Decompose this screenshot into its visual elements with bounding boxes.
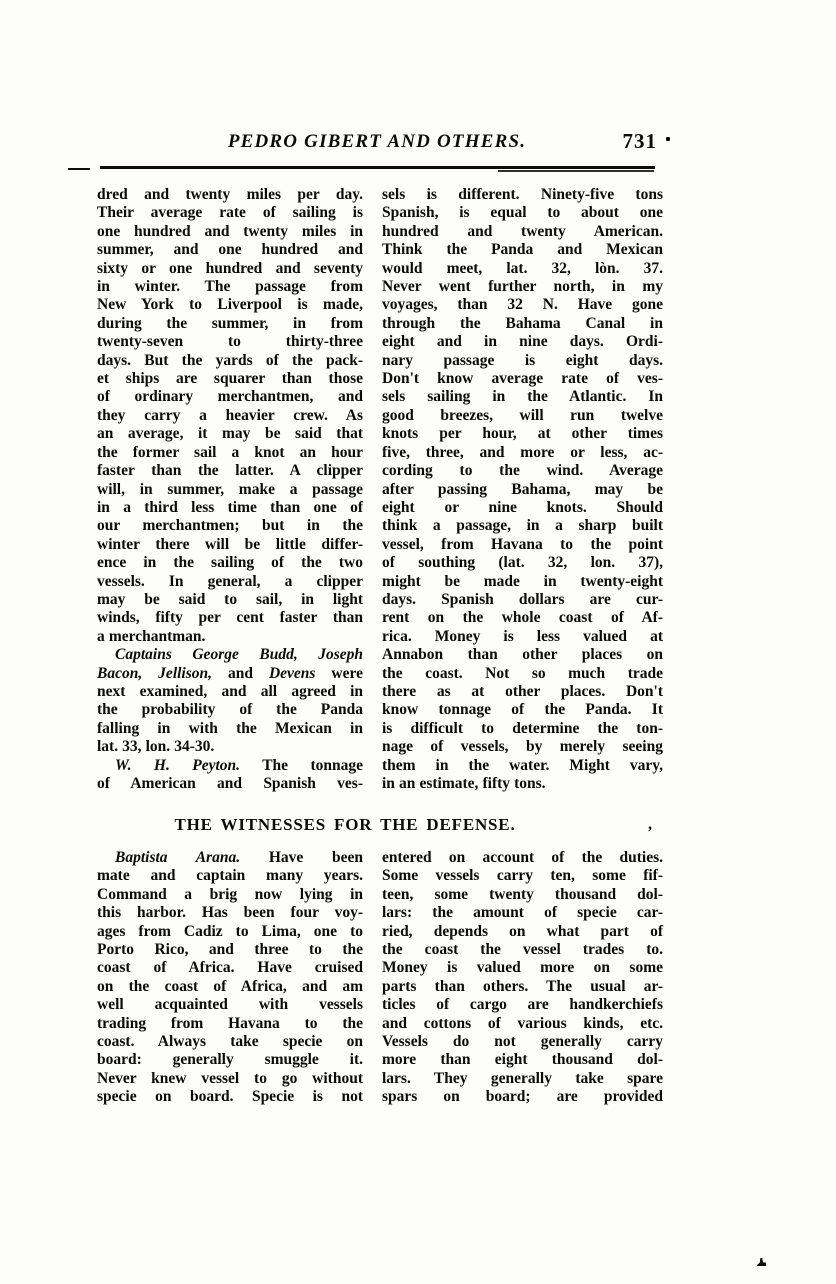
header-rule [100,166,655,169]
text-run: sels is different. Ninety-five tons [382,186,663,203]
text-run: one hundred and twenty miles in [97,222,363,240]
text-run: rent on the whole coast of Af- [382,609,663,627]
text-line [382,388,663,406]
text-run: during the summer, in from [97,314,363,332]
text-line [97,923,363,941]
text-run: New York to Liverpool is made, [97,296,363,314]
text-run: et ships are squarer than those [97,370,363,388]
text-run: nary passage is eight days. [382,351,663,369]
text-line [382,683,663,701]
text-line [97,573,363,591]
text-line [382,941,663,959]
text-run: after passing Bahama, may be [382,480,663,498]
text-line [97,554,363,572]
text-run: coast. Always take specie on [97,1033,363,1051]
text-run: Annabon than other places on [382,646,663,664]
text-run: vessel, from Havana to the point [382,535,663,553]
text-run: sels sailing in the Atlantic. In [382,388,663,406]
text-run: there as at other places. Don't [382,682,663,700]
text-line [382,499,663,517]
text-line [382,978,663,996]
text-run: eight and in nine days. Ordi- [382,333,663,351]
text-line [382,517,663,535]
header-rule-fragment [68,168,90,170]
text-run: lat. 33, lon. 34-30. [97,738,215,756]
text-run: ence in the sailing of the two [97,554,363,572]
text-run: faster than the latter. A clipper [97,462,363,480]
text-run: the coast. Not so much trade [382,664,663,682]
text-run: might be made in twenty-eight [382,572,663,590]
text-run: vessels. In general, a clipper [97,572,363,590]
text-run: Money is valued more on some [382,959,663,977]
text-line [97,241,363,259]
text-run: ages from Cadiz to Lima, one to [97,922,363,940]
text-run: them in the water. Might vary, [382,756,663,774]
text-run: Porto Rico, and three to the [97,941,363,959]
text-run: Never knew vessel to go without [97,1069,363,1087]
text-line [97,352,363,370]
text-run: twenty-seven to thirty-three [97,333,363,351]
text-run: on the coast of Africa, and am [97,977,363,995]
running-title: PEDRO GIBERT AND OTHERS. [227,131,527,152]
text-run: hundred and twenty American. [382,222,663,240]
text-run: through the Bahama Canal in [382,314,663,332]
text-run: were [315,664,363,682]
text-line [382,333,663,351]
text-line [382,444,663,462]
text-line [97,536,363,554]
text-run: Spanish, is equal to about one [382,204,663,222]
text-run: days. Spanish dollars are cur- [382,590,663,608]
text-run: would meet, lat. 32, lòn. 37. [382,259,663,277]
text-line [97,1015,363,1033]
italic-text-run: Devens [268,664,316,682]
left-column [97,849,363,1107]
text-line [97,388,363,406]
text-line [97,738,363,756]
text-run: lars. They generally take spare [382,1069,663,1087]
text-run: is difficult to determine the ton- [382,719,663,737]
text-line [97,499,363,517]
text-run: rica. Money is less valued at [382,627,663,645]
text-run: dred and twenty miles per day. [97,186,363,203]
text-line [97,315,363,333]
text-run: days. But the yards of the pack- [97,351,363,369]
text-line [382,278,663,296]
text-run: specie on board. Specie is not [97,1088,363,1106]
text-line [382,204,663,222]
text-line [97,683,363,701]
text-run: will, in summer, make a passage [97,480,363,498]
text-run: Think the Panda and Mexican [382,241,663,259]
text-run: sixty or one hundred and seventy [97,259,363,277]
text-line [97,370,363,388]
text-run: of southing (lat. 32, lon. 37), [382,554,663,572]
text-line [382,757,663,775]
text-run: in a third less time than one of [97,498,363,516]
text-run: good breezes, will run twelve [382,406,663,424]
text-line [97,223,363,241]
text-line [97,278,363,296]
text-run: nage of vessels, by merely seeing [382,738,663,756]
text-run: entered on account of the duties. [382,849,663,866]
text-line [97,886,363,904]
italic-text-run: Captains George Budd, Joseph [115,646,363,664]
italic-text-run: Baptista Arana. [115,849,241,866]
text-run: Don't know average rate of ves- [382,370,663,388]
italic-text-run: Bacon, Jellison, [97,664,213,682]
text-line [97,646,363,664]
text-line [97,609,363,627]
text-run: knots per hour, at other times [382,425,663,443]
text-run: Vessels do not generally carry [382,1033,663,1051]
text-line [97,517,363,535]
text-run: an average, it may be said that [97,425,363,443]
text-line [382,1070,663,1088]
text-line [382,665,663,683]
text-line [382,296,663,314]
text-line [97,720,363,738]
text-line [97,425,363,443]
text-run: spars on board; are provided [382,1088,663,1106]
text-line [382,996,663,1014]
text-line [382,701,663,719]
text-line [97,407,363,425]
text-line [382,425,663,443]
ink-speck-dot [666,137,670,141]
text-run: in winter. The passage from [97,278,363,296]
text-line [382,554,663,572]
text-line [382,223,663,241]
right-column [382,849,663,1107]
text-run: our merchantmen; but in the [97,517,363,535]
text-run: this harbor. Has been four voy- [97,904,363,922]
text-line [97,1051,363,1069]
text-line [382,241,663,259]
text-run: winter there will be little differ- [97,535,363,553]
left-column [97,186,363,793]
text-run: falling in with the Mexican in [97,719,363,737]
text-line [97,462,363,480]
text-run: the probability of the Panda [97,701,363,719]
text-run: may be said to sail, in light [97,590,363,608]
text-line [382,352,663,370]
text-line [97,1033,363,1051]
text-line [382,904,663,922]
text-line [382,260,663,278]
text-line [382,462,663,480]
text-line [97,757,363,775]
text-line [97,996,363,1014]
text-line [382,186,663,204]
text-run: winds, fifty per cent faster than [97,609,363,627]
text-line [97,701,363,719]
header-rule-double-strike [498,170,654,172]
text-line [382,849,663,867]
text-line [97,186,363,204]
text-line [382,775,663,793]
text-line [382,738,663,756]
text-run: next examined, and all agreed in [97,682,363,700]
text-run: board: generally smuggle it. [97,1051,363,1069]
text-run: parts than others. The usual ar- [382,977,663,995]
text-run: of American and Spanish ves- [97,775,363,792]
text-line [382,628,663,646]
text-line [97,1088,363,1106]
text-line [382,720,663,738]
text-run: cording to the wind. Average [382,462,663,480]
page-number: 731 [622,129,657,153]
text-line [382,591,663,609]
text-run: think a passage, in a sharp built [382,517,663,535]
text-line [97,941,363,959]
text-run: Never went further north, in my [382,278,663,296]
text-run: Some vessels carry ten, some fif- [382,867,663,885]
text-line [97,333,363,351]
text-line [97,204,363,222]
section-heading: THE WITNESSES FOR THE DEFENSE. [174,815,516,834]
text-run: in an estimate, fifty tons. [382,775,546,792]
text-run: Command a brig now lying in [97,885,363,903]
text-line [382,959,663,977]
text-line [97,904,363,922]
text-line [382,370,663,388]
text-run: lars: the amount of specie car- [382,904,663,922]
text-line [382,1033,663,1051]
right-column [382,186,663,793]
text-run: coast of Africa. Have cruised [97,959,363,977]
page-header [97,129,663,157]
text-run: summer, and one hundred and [97,241,363,259]
text-run: they carry a heavier crew. As [97,406,363,424]
ink-blot [757,1258,766,1266]
ink-speck-comma: , [648,816,652,833]
text-line [382,481,663,499]
text-run: a merchantman. [97,627,206,645]
text-run: Their average rate of sailing is [97,204,363,222]
text-line [97,444,363,462]
text-line [382,1088,663,1106]
text-run: ried, depends on what part of [382,922,663,940]
text-line [97,775,363,793]
text-line [97,260,363,278]
text-line [97,959,363,977]
text-run: and [212,664,269,682]
text-line [382,867,663,885]
text-run: know tonnage of the Panda. It [382,701,663,719]
text-line [382,1051,663,1069]
text-run: the coast the vessel trades to. [382,941,663,959]
text-line [97,296,363,314]
text-line [382,1015,663,1033]
text-line [382,315,663,333]
text-line [97,849,363,867]
text-run: voyages, than 32 N. Have gone [382,296,663,314]
text-run: and cottons of various kinds, etc. [382,1014,663,1032]
text-line [97,628,363,646]
text-line [97,481,363,499]
text-run: Have been [240,849,363,866]
text-line [382,646,663,664]
text-line [382,609,663,627]
text-line [97,591,363,609]
text-line [382,573,663,591]
text-line [97,978,363,996]
text-run: eight or nine knots. Should [382,498,663,516]
text-run: ticles of cargo are handkerchiefs [382,996,663,1014]
text-line [382,536,663,554]
text-run: of ordinary merchantmen, and [97,388,363,406]
text-run: mate and captain many years. [97,867,363,885]
text-line [97,665,363,683]
text-run: five, three, and more or less, ac- [382,443,663,461]
text-line [382,923,663,941]
text-run: trading from Havana to the [97,1014,363,1032]
italic-text-run: W. H. Peyton. [115,756,241,774]
text-run: teen, some twenty thousand dol- [382,885,663,903]
text-line [97,867,363,885]
text-run: well acquainted with vessels [97,996,363,1014]
text-run: more than eight thousand dol- [382,1051,663,1069]
text-line [97,1070,363,1088]
text-run: The tonnage [240,756,363,774]
text-line [382,886,663,904]
text-line [382,407,663,425]
text-run: the former sail a knot an hour [97,443,363,461]
